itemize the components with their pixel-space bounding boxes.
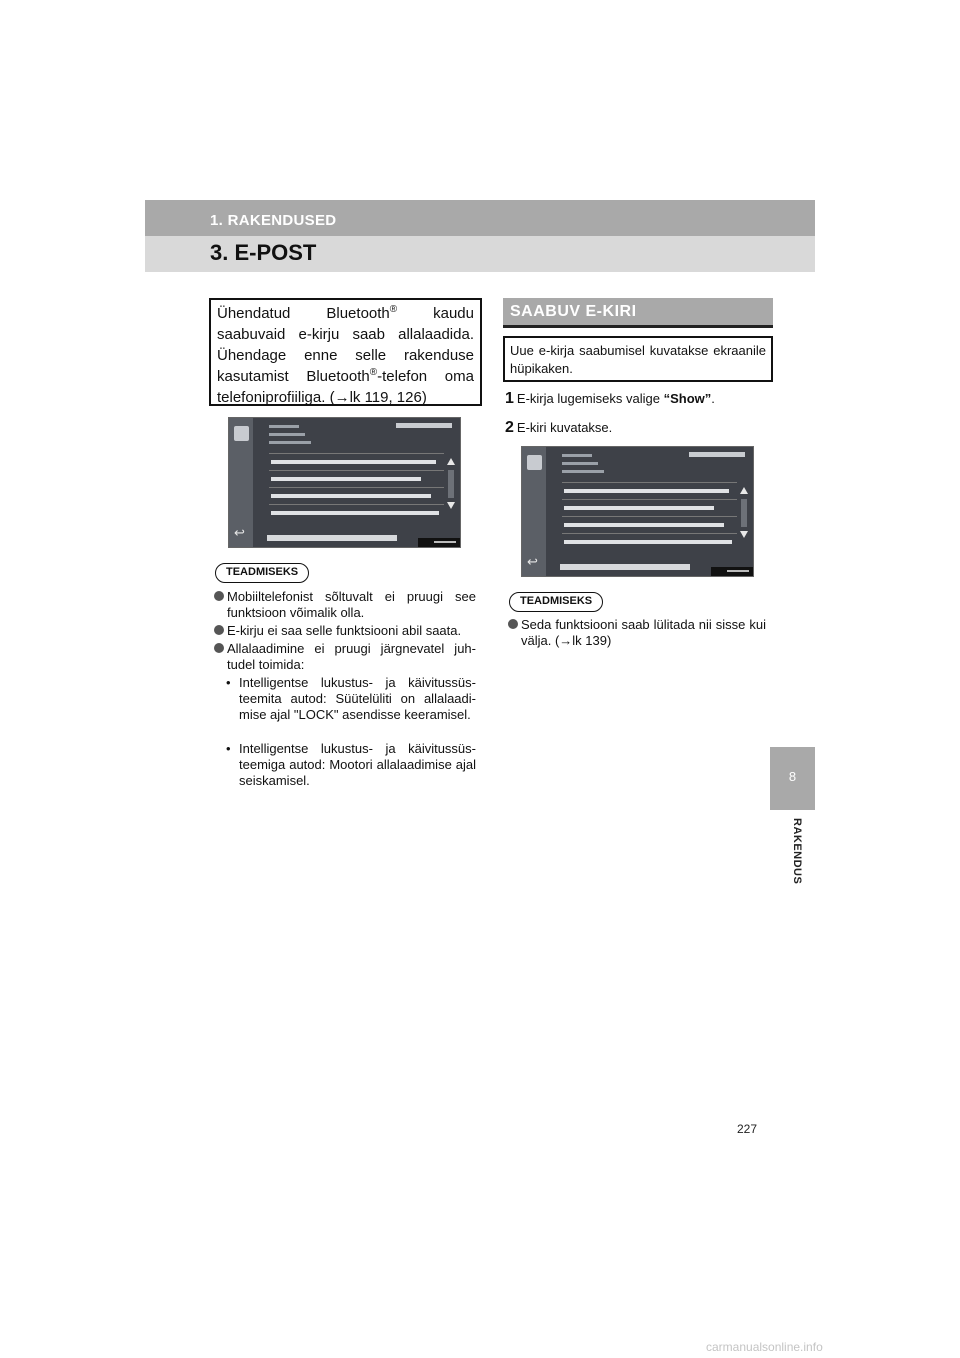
app-tile-icon — [234, 426, 249, 441]
section-title: SAABUV E-KIRI — [510, 303, 637, 320]
app-tile-icon — [527, 455, 542, 470]
scroll-up-icon — [740, 487, 748, 494]
watermark: carmanualsonline.info — [706, 1340, 823, 1354]
chapter-tab-number: 8 — [788, 769, 797, 784]
email-screen-image — [521, 446, 754, 577]
section-header — [145, 236, 815, 272]
bullet-icon — [214, 625, 224, 635]
chapter-tab — [770, 747, 815, 810]
note-label: TEADMISEKS — [215, 563, 309, 583]
page-number: 227 — [737, 1122, 758, 1136]
step-1: 1 E-kirja lugemiseks valige “Show”. — [505, 390, 715, 407]
scroll-down-icon — [740, 531, 748, 538]
bullet-icon — [214, 591, 224, 601]
bullet-icon — [508, 619, 518, 629]
list-item: Seda funktsiooni saab lülitada nii sisse kui välja. (→lk 139) — [508, 617, 766, 649]
sub-list-item: • Intelligentse lukustus- ja käivitussüs- teemiga autod: Mootori allalaadimise ajal seiskamisel. — [226, 741, 476, 788]
bullet-icon — [214, 643, 224, 653]
sub-list-item: • Intelligentse lukustus- ja käivitussüs- teemita autod: Süütelüliti on allalaadi- mise ajal "LOCK" asendisse keeramisel. — [226, 675, 476, 722]
list-item: Allalaadimine ei pruugi järgnevatel juh- tudel toimida: — [214, 641, 476, 673]
email-screen-image — [228, 417, 461, 548]
intro-box: Ühendatud Bluetooth® kaudu saabuvaid e-kirju saab allalaadida. Ühendage enne selle rakenduse kasutamist Bluetooth®-telefon oma telefoniprofiiliga. (→lk 119, 126) — [209, 298, 482, 406]
section-heading — [503, 298, 773, 328]
chapter-header — [145, 200, 815, 236]
list-item: E-kirju ei saa selle funktsiooni abil saata. — [214, 623, 476, 639]
back-arrow-icon: ↩ — [527, 554, 538, 569]
scroll-down-icon — [447, 502, 455, 509]
step-2: 2 E-kiri kuvatakse. — [505, 419, 613, 436]
note-label: TEADMISEKS — [509, 592, 603, 612]
page-title: 3. E-POST — [210, 240, 317, 265]
list-item: Mobiiltelefonist sõltuvalt ei pruugi see funktsioon võimalik olla. — [214, 589, 476, 621]
section-description: Uue e-kirja saabumisel kuvatakse ekraanile hüpikaken. — [503, 336, 773, 382]
chapter-tab-label: RAKENDUS — [791, 818, 803, 885]
back-arrow-icon: ↩ — [234, 525, 245, 540]
scroll-up-icon — [447, 458, 455, 465]
chapter-title: 1. RAKENDUSED — [210, 212, 337, 229]
